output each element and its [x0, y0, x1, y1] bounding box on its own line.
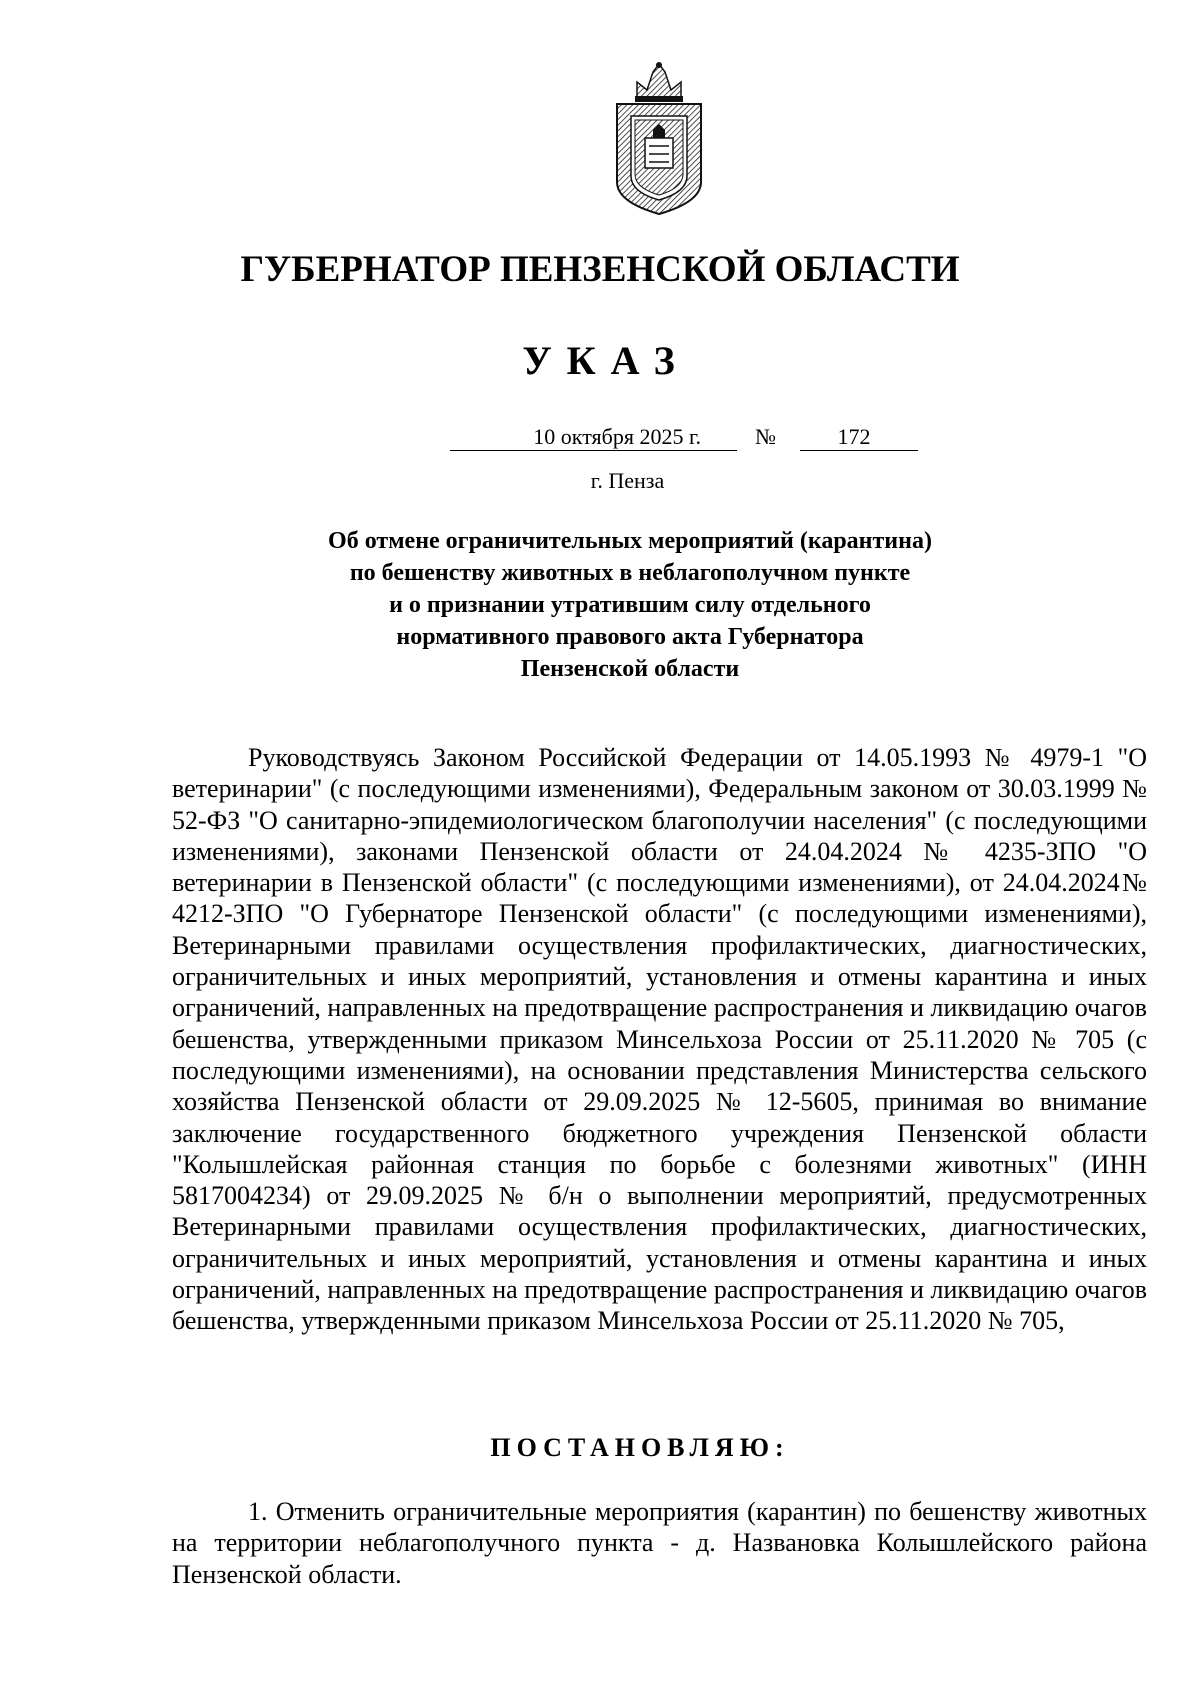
resolve-heading: ПОСТАНОВЛЯЮ: [490, 1433, 790, 1462]
place-of-issue: г. Пенза [590, 468, 665, 493]
number-sign: № [755, 424, 776, 449]
coat-of-arms-emblem [609, 60, 709, 218]
document-number: 172 [800, 424, 918, 451]
title-line: по бешенству животных в неблагополучном пункте [349, 560, 911, 586]
title-line: Об отмене ограничительных мероприятий (карантина) [328, 528, 932, 554]
document-date: 10 октября 2025 г. [450, 424, 737, 451]
date-number-line [450, 424, 900, 456]
issuing-authority: ГУБЕРНАТОР ПЕНЗЕНСКОЙ ОБЛАСТИ [240, 249, 960, 290]
document-title [200, 525, 1060, 685]
document-type: УКАЗ [522, 338, 690, 383]
preamble-paragraph: Руководствуясь Законом Российской Федерации от 14.05.1993 № 4979-1 "О ветеринарии" (с последующими изменениями), Федеральным законом от 30.03.1999 № 52-ФЗ "О санитарно-эпидемиологическом благополучии населения" (с последующими изменениями), законами Пензенской области от 24.04.2024 № 4235-ЗПО "О ветеринарии в Пензенской области" (с последующими изменениями), от 24.04.2024№ 4212-ЗПО "О Губернаторе Пензенской области" (с последующими изменениями), Ветеринарными правилами осуществления профилактических, диагностических, ограничительных и иных мероприятий, установления и отмены карантина и иных ограничений, направленных на предотвращение распространения и ликвидацию очагов бешенства, утвержденными приказом Минсельхоза России от 25.11.2020 № 705 (с последующими изменениями), на основании представления Министерства сельского хозяйства Пензенской области от 29.09.2025 № 12-5605, принимая во внимание заключение государственного бюджетного учреждения Пензенской области "Колышлейская районная станция по борьбе с болезнями животных" (ИНН 5817004234) от 29.09.2025 № б/н о выполнении мероприятий, предусмотренных Ветеринарными правилами осуществления профилактических, диагностических, ограничительных и иных мероприятий, установления и отмены карантина и иных ограничений, направленных на предотвращение распространения и ликвидацию очагов бешенства, утвержденными приказом Минсельхоза России от 25.11.2020 № 705, [172, 743, 1147, 1336]
decree-item-1: 1. Отменить ограничительные мероприятия (карантин) по бешенству животных на территории неблагополучного пункта - д. Названовка Колышлейского района Пензенской области. [172, 1497, 1147, 1589]
title-line: нормативного правового акта Губернатора [396, 624, 864, 650]
title-line: Пензенской области [520, 656, 740, 682]
title-line: и о признании утратившим силу отдельного [389, 592, 871, 618]
